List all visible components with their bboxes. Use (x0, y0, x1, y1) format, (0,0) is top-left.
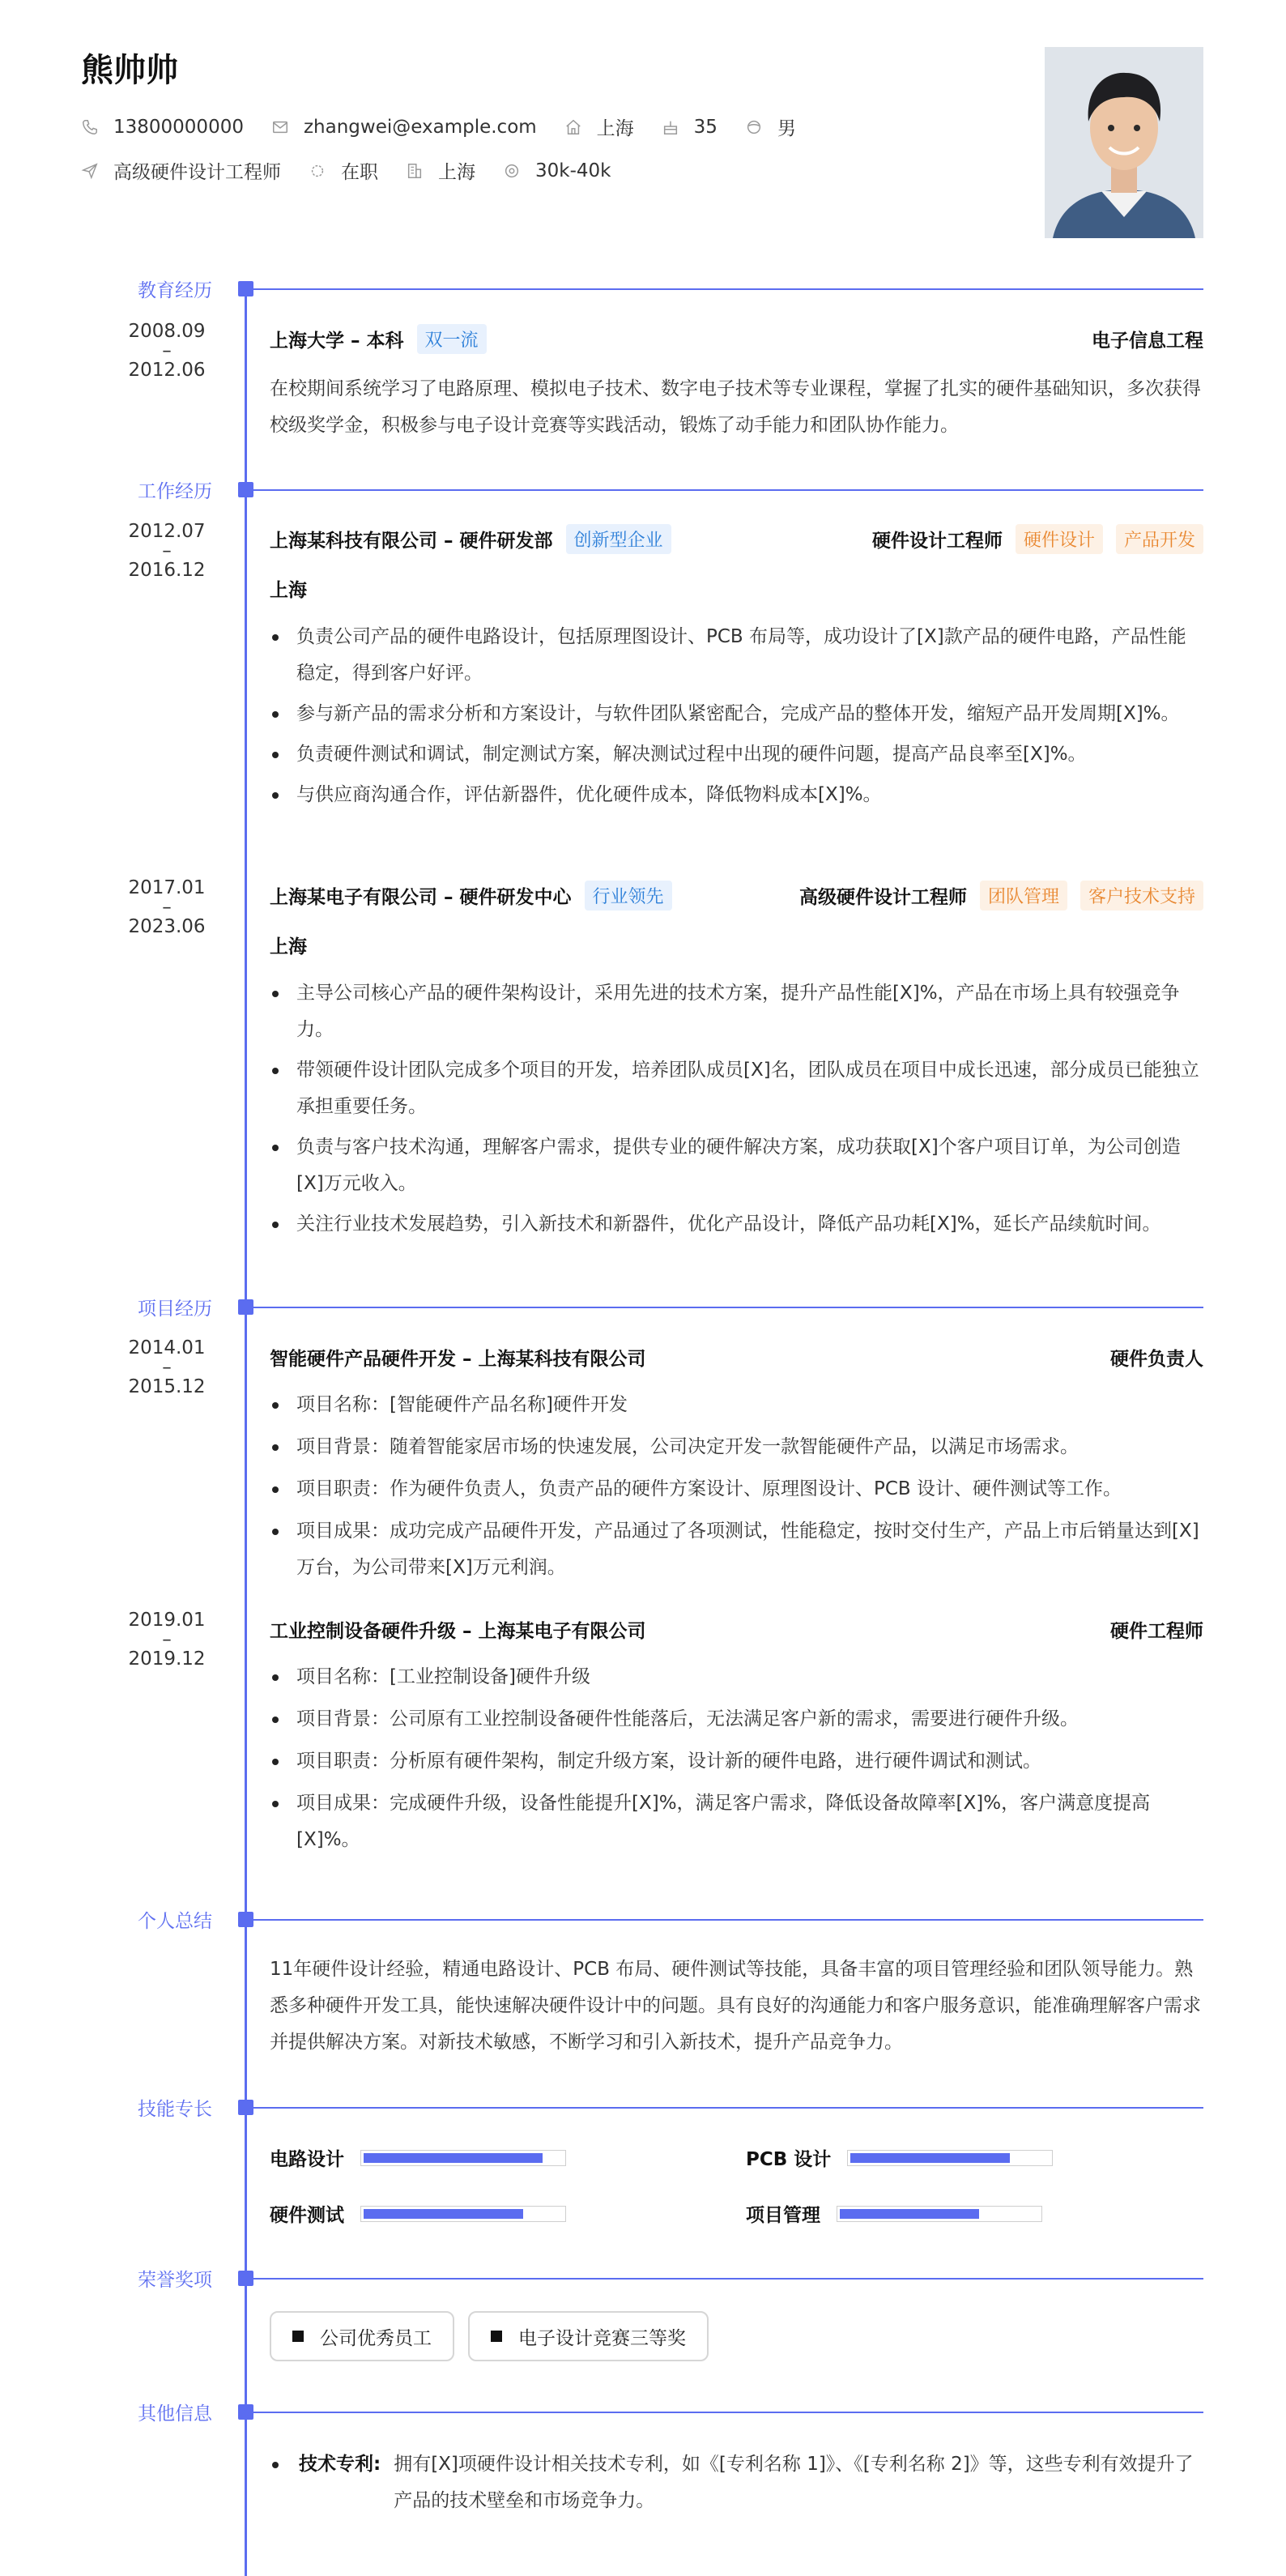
section-marker (238, 2271, 253, 2286)
contact-row (81, 113, 824, 140)
skill-bar-fill (364, 2153, 543, 2163)
section-marker (238, 1912, 253, 1927)
skill-tag: 硬件设计 (1016, 524, 1103, 554)
age-item (662, 117, 718, 138)
gender-value: 男 (777, 118, 796, 139)
job-head (270, 524, 1203, 554)
cake-icon (662, 118, 679, 136)
list-item: 项目职责：作为硬件负责人，负责产品的硬件方案设计、原理图设计、PCB 设计、硬件测试等工作。 (270, 1471, 1203, 1508)
phone-item (81, 117, 244, 138)
section-title-work: 工作经历 (138, 481, 212, 502)
section-divider (253, 1307, 1203, 1308)
company-name: 上海某科技有限公司 – 硬件研发部 (270, 531, 553, 552)
skill-item (270, 2200, 566, 2227)
timeline-line (245, 288, 247, 2576)
section-marker (238, 281, 253, 296)
school-tag: 双一流 (417, 324, 487, 354)
profile-photo (1045, 47, 1203, 238)
phone-icon (81, 118, 99, 136)
project-dates (121, 1610, 212, 1669)
position-item (81, 157, 281, 184)
skill-bar (837, 2206, 1042, 2222)
other-info-item (270, 2446, 1203, 2519)
section-title-other: 其他信息 (138, 2403, 212, 2425)
job-head (270, 881, 1203, 911)
date-start: 2019.01 (128, 1610, 206, 1631)
date-start: 2012.07 (128, 521, 206, 542)
list-item: 项目名称：[工业控制设备]硬件升级 (270, 1659, 1203, 1695)
section-divider (253, 489, 1203, 491)
award-label: 公司优秀员工 (320, 2327, 432, 2349)
candidate-name: 熊帅帅 (81, 52, 178, 89)
date-end: 2016.12 (128, 560, 206, 581)
age-value: 35 (693, 116, 718, 138)
job-dates (121, 878, 212, 936)
job-bullets (270, 619, 1203, 817)
project-bullets (270, 1387, 1203, 1592)
square-icon (491, 2331, 502, 2342)
other-info-text: 拥有[X]项硬件设计相关技术专利，如《[专利名称 1]》、《[专利名称 2]》等，这些专利有效提升了产品的技术壁垒和市场竞争力。 (394, 2454, 1194, 2511)
skill-item (746, 2200, 1042, 2227)
email-value: zhangwei@example.com (303, 116, 537, 138)
job-city: 上海 (270, 580, 307, 601)
award-label: 电子设计竞赛三等奖 (518, 2327, 686, 2349)
section-divider (253, 2278, 1203, 2280)
list-item: 与供应商沟通合作，评估新器件，优化硬件成本，降低物料成本[X]%。 (270, 777, 1203, 813)
skill-name: 硬件测试 (270, 2205, 344, 2226)
list-item: 参与新产品的需求分析和方案设计，与软件团队紧密配合，完成产品的整体开发，缩短产品开发周期[X]%。 (270, 696, 1203, 732)
date-dash: – (162, 340, 172, 361)
date-start: 2008.09 (128, 321, 206, 342)
project-bullets (270, 1659, 1203, 1864)
award-badge (468, 2311, 709, 2361)
status-item (309, 157, 378, 184)
date-end: 2019.12 (128, 1648, 206, 1670)
job-intent-row (81, 157, 638, 184)
project-name: 智能硬件产品硬件开发 – 上海某科技有限公司 (270, 1349, 646, 1370)
list-item: 负责与客户技术沟通，理解客户需求，提供专业的硬件解决方案，成功获取[X]个客户项目订单，为公司创造[X]万元收入。 (270, 1129, 1203, 1202)
skill-bar (847, 2150, 1053, 2166)
square-icon (292, 2331, 304, 2342)
list-item: 项目成果：完成硬件升级，设备性能提升[X]%，满足客户需求，降低设备故障率[X]%，客户满意度提高[X]%。 (270, 1785, 1203, 1858)
company-tag: 行业领先 (585, 881, 672, 911)
section-marker (238, 2100, 253, 2115)
job-role: 高级硬件设计工程师 (798, 887, 967, 908)
skill-bar-fill (364, 2209, 523, 2219)
section-title-summary: 个人总结 (138, 1911, 212, 1932)
job-role: 硬件设计工程师 (871, 531, 1003, 552)
work-city-item (406, 157, 475, 184)
location-value: 上海 (596, 118, 634, 139)
date-end: 2023.06 (128, 916, 206, 937)
project-head (270, 1616, 1203, 1643)
section-marker (238, 1299, 253, 1315)
skill-name: 电路设计 (270, 2149, 344, 2170)
coin-icon (503, 162, 521, 180)
salary-item (503, 160, 611, 181)
skill-bar-fill (850, 2153, 1010, 2163)
send-icon (81, 162, 99, 180)
skill-name: 项目管理 (746, 2205, 820, 2226)
section-divider (253, 288, 1203, 290)
skill-tag: 客户技术支持 (1080, 881, 1203, 911)
section-title-projects: 项目经历 (138, 1299, 212, 1320)
skill-item (746, 2144, 1053, 2171)
home-icon (564, 118, 582, 136)
skill-name: PCB 设计 (746, 2149, 832, 2170)
section-divider (253, 2107, 1203, 2109)
bullet-dot (272, 2462, 279, 2468)
job-bullets (270, 975, 1203, 1247)
major: 电子信息工程 (1092, 331, 1203, 352)
other-info-label: 技术专利: (299, 2454, 381, 2475)
project-name: 工业控制设备硬件升级 – 上海某电子有限公司 (270, 1621, 646, 1642)
job-dates (121, 522, 212, 580)
list-item: 负责硬件测试和调试，制定测试方案，解决测试过程中出现的硬件问题，提高产品良率至[X]%。 (270, 736, 1203, 773)
education-head (270, 324, 1203, 354)
section-divider (253, 2412, 1203, 2413)
list-item: 关注行业技术发展趋势，引入新技术和新器件，优化产品设计，降低产品功耗[X]%，延长产品续航时间。 (270, 1206, 1203, 1243)
list-item: 项目职责：分析原有硬件架构，制定升级方案，设计新的硬件电路，进行硬件调试和测试。 (270, 1743, 1203, 1780)
location-item (564, 113, 634, 140)
date-dash: – (162, 897, 172, 918)
section-divider (253, 1919, 1203, 1921)
list-item: 带领硬件设计团队完成多个项目的开发，培养团队成员[X]名，团队成员在项目中成长迅速，部分成员已能独立承担重要任务。 (270, 1052, 1203, 1125)
date-end: 2012.06 (128, 360, 206, 381)
date-start: 2017.01 (128, 877, 206, 898)
skill-item (270, 2144, 566, 2171)
skill-tag: 产品开发 (1116, 524, 1203, 554)
list-item: 项目背景：公司原有工业控制设备硬件性能落后，无法满足客户新的需求，需要进行硬件升级。 (270, 1701, 1203, 1738)
position-value: 高级硬件设计工程师 (113, 162, 281, 183)
section-marker (238, 2404, 253, 2420)
date-dash: – (162, 1357, 172, 1378)
award-badge (270, 2311, 454, 2361)
date-end: 2015.12 (128, 1376, 206, 1397)
email-item (271, 117, 537, 138)
mail-icon (271, 118, 289, 136)
section-title-awards: 荣誉奖项 (138, 2270, 212, 2291)
work-city-value: 上海 (438, 162, 475, 183)
status-icon (309, 162, 326, 180)
date-start: 2014.01 (128, 1337, 206, 1358)
project-role: 硬件负责人 (1110, 1349, 1203, 1370)
project-dates (121, 1338, 212, 1397)
section-marker (238, 482, 253, 497)
date-dash: – (162, 540, 172, 561)
list-item: 负责公司产品的硬件电路设计，包括原理图设计、PCB 布局等，成功设计了[X]款产品的硬件电路，产品性能稳定，得到客户好评。 (270, 619, 1203, 692)
gender-icon (745, 118, 763, 136)
gender-item (745, 113, 796, 140)
building-icon (406, 162, 424, 180)
section-title-education: 教育经历 (138, 280, 212, 301)
section-title-skills: 技能专长 (138, 2099, 212, 2120)
list-item: 主导公司核心产品的硬件架构设计，采用先进的技术方案，提升产品性能[X]%，产品在市场上具有较强竞争力。 (270, 975, 1203, 1048)
education-description: 在校期间系统学习了电路原理、模拟电子技术、数字电子技术等专业课程，掌握了扎实的硬件基础知识，多次获得校级奖学金，积极参与电子设计竞赛等实践活动，锻炼了动手能力和团队协作能力。 (270, 378, 1201, 436)
list-item: 项目名称：[智能硬件产品名称]硬件开发 (270, 1387, 1203, 1423)
project-head (270, 1344, 1203, 1371)
date-dash: – (162, 1629, 172, 1650)
job-city: 上海 (270, 936, 307, 957)
project-role: 硬件工程师 (1110, 1621, 1203, 1642)
skill-tag: 团队管理 (980, 881, 1067, 911)
company-tag: 创新型企业 (566, 524, 671, 554)
education-dates (121, 322, 212, 380)
skill-bar-fill (840, 2209, 979, 2219)
skill-bar (360, 2150, 566, 2166)
phone-value: 13800000000 (113, 116, 244, 138)
salary-value: 30k-40k (535, 160, 611, 181)
list-item: 项目背景：随着智能家居市场的快速发展，公司决定开发一款智能硬件产品，以满足市场需求。 (270, 1429, 1203, 1465)
status-value: 在职 (341, 162, 378, 183)
school-name: 上海大学 – 本科 (270, 331, 404, 352)
skill-bar (360, 2206, 566, 2222)
summary-text: 11年硬件设计经验，精通电路设计、PCB 布局、硬件测试等技能，具备丰富的项目管理经验和团队领导能力。熟悉多种硬件开发工具，能快速解决硬件设计中的问题。具有良好的沟通能力和客户服务意识，能准确理解客户需求并提供解决方案。对新技术敏感，不断学习和引入新技术，提升产品竞争力。 (270, 1959, 1201, 2053)
list-item: 项目成果：成功完成产品硬件开发，产品通过了各项测试，性能稳定，按时交付生产，产品上市后销量达到[X]万台，为公司带来[X]万元利润。 (270, 1513, 1203, 1586)
company-name: 上海某电子有限公司 – 硬件研发中心 (270, 887, 572, 908)
